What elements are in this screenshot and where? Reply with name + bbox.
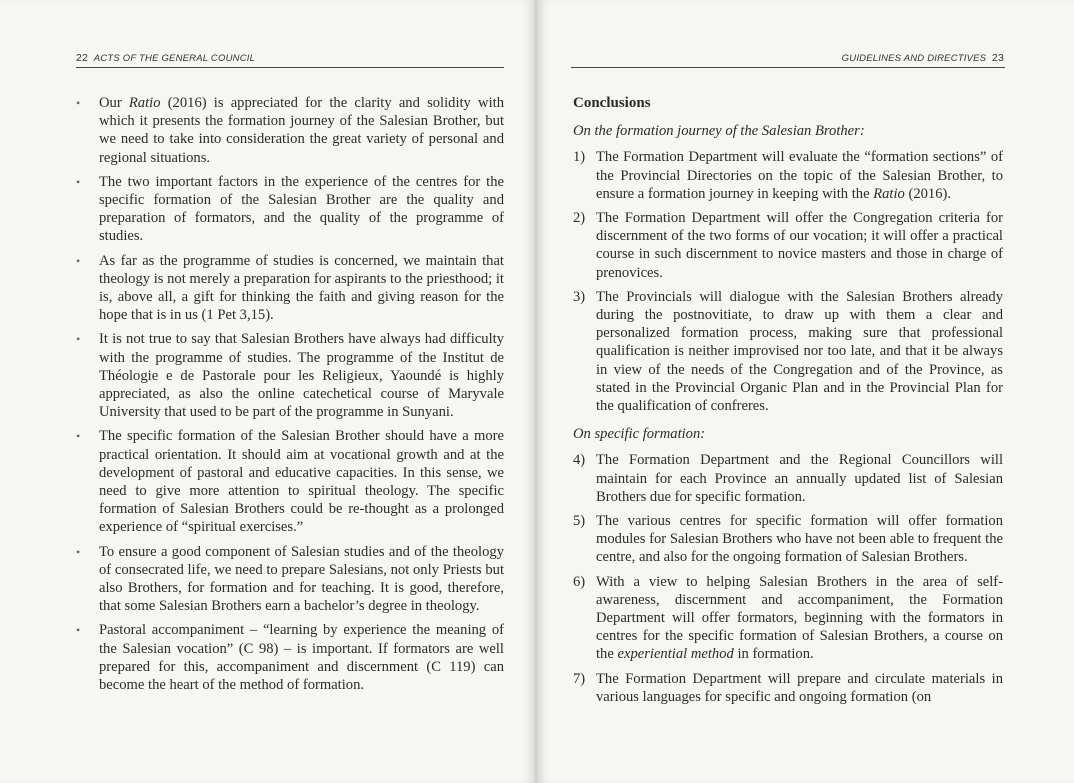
list-item: 7) The Formation Department will prepare and circulate materials in various languages for specific and ongoing formation (on bbox=[573, 670, 1003, 705]
list-item: 4) The Formation Department and the Regional Councillors will maintain for each Province an annually updated list of Salesian Brothers due for specific formation. bbox=[573, 452, 1003, 505]
header-rule-right bbox=[571, 67, 1005, 68]
bullet-list bbox=[76, 94, 504, 694]
right-page bbox=[537, 0, 1074, 783]
subheading: On specific formation: bbox=[573, 426, 706, 443]
left-page bbox=[0, 0, 536, 783]
header-rule-left bbox=[76, 67, 504, 68]
running-header-right bbox=[571, 52, 1004, 64]
bullet-icon: • bbox=[76, 332, 81, 347]
left-body-text bbox=[76, 94, 504, 700]
list-item: 1) The Formation Department will evaluate the “formation sections” of the Provincial Directories on the topic of the Salesian Brother, to ensure a formation journey in keeping with the Ratio (2016). bbox=[573, 149, 1003, 202]
bullet-item: • As far as the programme of studies is concerned, we maintain that theology is not merely a preparation for aspirants to the priesthood; it is, above all, a gift for thinking the faith and giving reason for the hope that is in us (1 Pet 3,15). bbox=[76, 252, 504, 324]
list-item: 6) With a view to helping Salesian Brothers in the area of self-awareness, discernment and accompaniment, the Formation Department will offer formators, beginning with the formators in centres for the specific formation of Salesian Brothers, a course on the experiential method in formation. bbox=[573, 573, 1003, 663]
bullet-icon: • bbox=[76, 429, 81, 444]
running-header-left bbox=[76, 52, 502, 64]
bullet-icon: • bbox=[76, 623, 81, 638]
list-item: 3) The Provincials will dialogue with the Salesian Brothers already during the postnovitiate, to draw up with them a clear and personalized formation process, making sure that professional qualification is neither improvised nor too late, and that it be always in view of the needs of the Congregation and of the Province, as stated in the Provincial Organic Plan and in the Provincial Plan for the qualification of confreres. bbox=[573, 288, 1003, 415]
bullet-item: • The specific formation of the Salesian Brother should have a more practical orientation. It should aim at vocational growth and at the development of pastoral and educative capacities. In this sense, we need to give more attention to spiritual theology. The specific formation of Salesian Brothers could be re-thought as a prolonged experience of “spiritual exercises.” bbox=[76, 428, 504, 536]
bullet-icon: • bbox=[76, 96, 81, 110]
bullet-item: • Our Ratio (2016) is appreciated for the clarity and solidity with which it presents the formation journey of the Salesian Brother, but we need to take into consideration the great variety of personal and regional situations. bbox=[76, 95, 504, 166]
running-title-left: ACTS OF THE GENERAL COUNCIL bbox=[93, 53, 256, 64]
section-heading: Conclusions bbox=[573, 95, 651, 111]
page-number-left: 22 bbox=[76, 52, 89, 64]
running-title-right: GUIDELINES AND DIRECTIVES bbox=[841, 53, 987, 64]
numbered-list bbox=[573, 148, 1003, 415]
list-item: 2) The Formation Department will offer the Congregation criteria for discernment of the two forms of our vocation; it will offer a practical course in such discernment to novice masters and those in charge of prenovices. bbox=[573, 210, 1003, 281]
bullet-item: • To ensure a good component of Salesian studies and of the theology of consecrated life, we need to prepare Salesians, not only Priests but also Brothers, for formation and for teaching. It is good, therefore, that some Salesian Brothers earn a bachelor’s degree in theology. bbox=[76, 543, 504, 615]
numbered-list bbox=[573, 451, 1003, 706]
bullet-item: • The two important factors in the experience of the centres for the specific formation of the Salesian Brother are the quality and preparation of formators, and the quality of the programme of studies. bbox=[76, 173, 504, 245]
bullet-icon: • bbox=[76, 174, 81, 189]
page-number-right: 23 bbox=[991, 52, 1004, 64]
bullet-icon: • bbox=[76, 253, 81, 268]
right-body-text bbox=[573, 94, 1003, 716]
bullet-icon: • bbox=[76, 544, 81, 559]
list-item: 5) The various centres for specific formation will offer formation modules for Salesian Brothers who have not been able to frequent the centre, and also for the ongoing formation of Salesian Brothers. bbox=[573, 513, 1003, 566]
bullet-item: • It is not true to say that Salesian Brothers have always had difficulty with the programme of studies. The programme of the Institut de Théologie e de Pastorale pour les Religieux, Yaoundé is highly appreciated, as also the online catechetical course of Maryvale University that used to be part of the programme in Sunyani. bbox=[76, 331, 504, 421]
subheading: On the formation journey of the Salesian Brother: bbox=[573, 123, 865, 140]
bullet-item: • Pastoral accompaniment – “learning by experience the meaning of the Salesian vocation” (C 98) – is important. If formators are well prepared for this, accompaniment and discernment (C 119) can become the heart of the method of formation. bbox=[76, 622, 504, 694]
